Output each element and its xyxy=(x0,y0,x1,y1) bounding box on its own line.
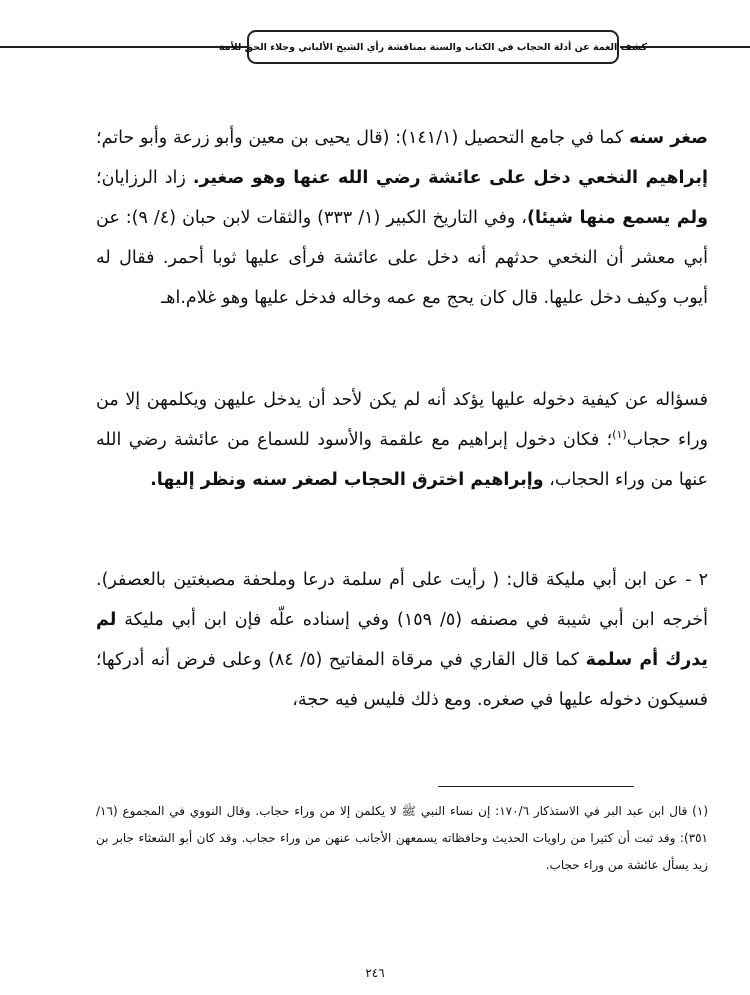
paragraph-2-text xyxy=(96,380,708,500)
p1-bold-3: ولم يسمع منها شيئا) xyxy=(526,208,708,228)
footnote-ref-1[interactable]: (١) xyxy=(612,428,627,442)
p3-text-1: ٢ - عن ابن أبي مليكة قال: ( رأيت على أم سلمة درعا وملحفة مصبغتين بالعصفر). أخرجه ابن أبي شيبة في مصنفه (٥/ ١٥٩) وفي إسناده علّه فإن ابن أبي مليكة xyxy=(96,570,708,630)
p1-bold-1: صغر سنه xyxy=(629,128,709,148)
header-rule-left xyxy=(0,46,247,48)
p1-bold-2: إبراهيم النخعي دخل على عائشة رضي الله عنها وهو صغير. xyxy=(192,168,708,188)
p1-text-3: ، وفي التاريخ الكبير (١/ ٣٣٣) والثقات لابن حبان (٤/ ٩): عن أبي معشر أن النخعي حدثهم أنه دخل على عائشة فرأى عليها ثوبا أحمر. فقال له أيوب وكيف دخل عليها. قال كان يحج مع عمه وخاله فدخل عليها وهو غلام.اهـ xyxy=(96,208,708,308)
p1-text-2: زاد الرزايان؛ xyxy=(96,168,193,188)
paragraph-3 xyxy=(96,560,708,720)
p2-text-2: ؛ فكان دخول إبراهيم مع علقمة والأسود للسماع من عائشة رضي الله عنها من وراء الحجاب، xyxy=(96,430,708,490)
footnote-separator xyxy=(438,786,634,787)
running-header-title: كشف الغمة عن أدلة الحجاب في الكتاب والسنة بمناقشة رأي الشيخ الألباني وجلاء الحق للأمة xyxy=(218,41,648,53)
running-header xyxy=(218,30,648,64)
paragraph-1 xyxy=(96,118,708,318)
p2-bold-1: وإبراهيم اخترق الحجاب لصغر سنه ونظر إليها. xyxy=(150,470,544,490)
paragraph-2 xyxy=(96,380,708,500)
p3-bold-1: لم يدرك أم سلمة xyxy=(96,610,708,670)
footnote-1: (١) قال ابن عبد البر في الاستذكار ١٧٠/٦: إن نساء النبي ﷺ لا يكلمن إلا من وراء حجاب. وقال النووي في المجموع (١٦/ ٣٥١): وقد ثبت أن كثيرا من راويات الحديث وحافظاته يسمعهن الأجانب عنهن من وراء حجاب. وقد كان أبو الشعثاء جابر بن زيد يسأل عائشة من وراء حجاب. xyxy=(96,804,709,872)
paragraph-3-text xyxy=(96,560,708,720)
p1-text-1: كما في جامع التحصيل (١٤١/١): (قال يحيى بن معين وأبو زرعة وأبو حاتم؛ xyxy=(96,128,630,148)
p3-text-2: كما قال القاري في مرقاة المفاتيح (٥/ ٨٤) وعلى فرض أنه أدركها؛ فسيكون دخوله عليها في صغره. ومع ذلك فليس فيه حجة، xyxy=(96,650,708,710)
footnotes xyxy=(96,798,708,879)
page-number: ٢٤٦ xyxy=(365,966,385,980)
p2-text-1: فسؤاله عن كيفية دخوله عليها يؤكد أنه لم يكن لأحد أن يدخل عليهن ويكلمهن إلا من وراء حجاب xyxy=(96,390,708,450)
paragraph-1-text xyxy=(96,118,708,318)
